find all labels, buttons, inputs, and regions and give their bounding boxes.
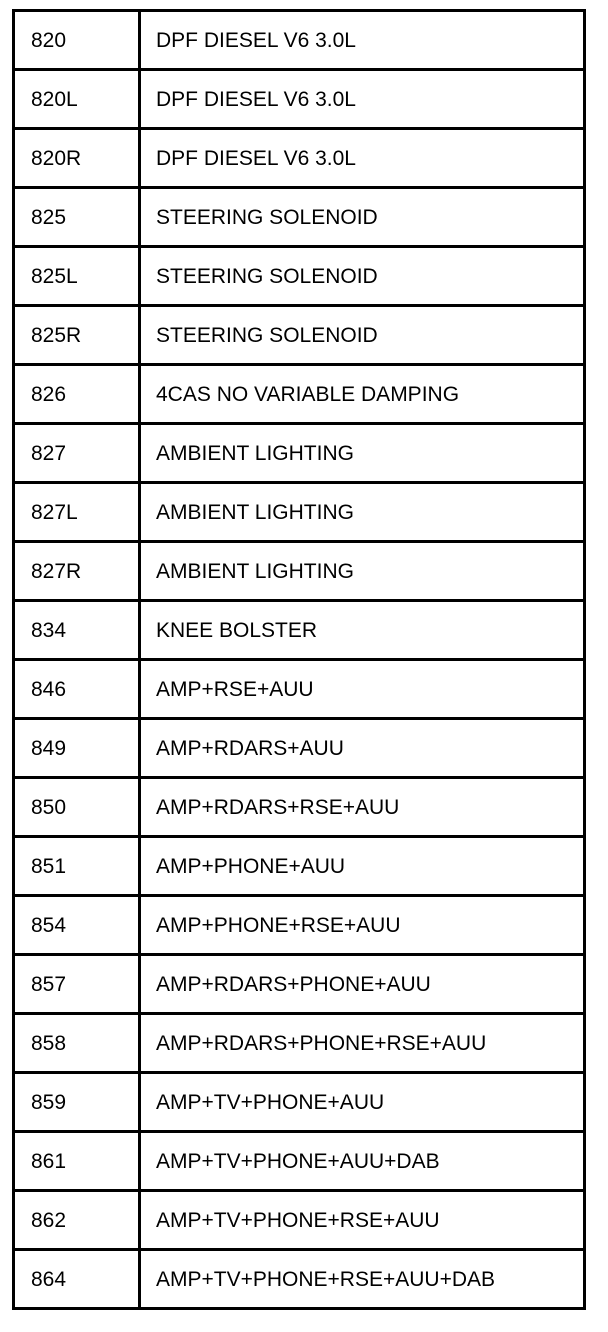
table-row	[14, 129, 585, 188]
table-row	[14, 778, 585, 837]
option-code-cell: 826	[14, 365, 140, 424]
option-code-cell: 820L	[14, 70, 140, 129]
table-row	[14, 1014, 585, 1073]
option-description-cell: AMP+RDARS+PHONE+AUU	[140, 955, 585, 1014]
option-code-cell: 854	[14, 896, 140, 955]
option-description-cell: AMP+RDARS+RSE+AUU	[140, 778, 585, 837]
option-description-cell: AMP+TV+PHONE+RSE+AUU+DAB	[140, 1250, 585, 1309]
option-code-table	[12, 9, 586, 1310]
option-description-cell: AMBIENT LIGHTING	[140, 424, 585, 483]
option-code-cell: 849	[14, 719, 140, 778]
table-row	[14, 306, 585, 365]
table-row	[14, 955, 585, 1014]
option-description-cell: AMP+RDARS+AUU	[140, 719, 585, 778]
option-code-cell: 861	[14, 1132, 140, 1191]
table-row	[14, 424, 585, 483]
option-code-cell: 862	[14, 1191, 140, 1250]
option-description-cell: KNEE BOLSTER	[140, 601, 585, 660]
table-row	[14, 483, 585, 542]
option-description-cell: AMP+RSE+AUU	[140, 660, 585, 719]
option-code-cell: 864	[14, 1250, 140, 1309]
table-row	[14, 542, 585, 601]
option-code-cell: 857	[14, 955, 140, 1014]
option-code-cell: 825	[14, 188, 140, 247]
option-code-cell: 825L	[14, 247, 140, 306]
option-description-cell: DPF DIESEL V6 3.0L	[140, 129, 585, 188]
table-row	[14, 1191, 585, 1250]
option-description-cell: AMP+TV+PHONE+AUU+DAB	[140, 1132, 585, 1191]
table-row	[14, 1132, 585, 1191]
option-description-cell: 4CAS NO VARIABLE DAMPING	[140, 365, 585, 424]
option-description-cell: DPF DIESEL V6 3.0L	[140, 70, 585, 129]
table-row	[14, 70, 585, 129]
option-description-cell: STEERING SOLENOID	[140, 188, 585, 247]
option-code-cell: 846	[14, 660, 140, 719]
option-code-cell: 820R	[14, 129, 140, 188]
table-row	[14, 247, 585, 306]
option-code-cell: 850	[14, 778, 140, 837]
option-description-cell: AMP+PHONE+AUU	[140, 837, 585, 896]
table-row	[14, 365, 585, 424]
option-code-cell: 859	[14, 1073, 140, 1132]
option-description-cell: AMP+PHONE+RSE+AUU	[140, 896, 585, 955]
option-code-cell: 825R	[14, 306, 140, 365]
option-description-cell: AMP+TV+PHONE+RSE+AUU	[140, 1191, 585, 1250]
option-description-cell: DPF DIESEL V6 3.0L	[140, 11, 585, 70]
option-code-cell: 827R	[14, 542, 140, 601]
option-code-cell: 851	[14, 837, 140, 896]
option-code-cell: 858	[14, 1014, 140, 1073]
table-row	[14, 837, 585, 896]
table-row	[14, 896, 585, 955]
option-description-cell: STEERING SOLENOID	[140, 247, 585, 306]
table-row	[14, 1250, 585, 1309]
option-description-cell: AMP+TV+PHONE+AUU	[140, 1073, 585, 1132]
option-description-cell: STEERING SOLENOID	[140, 306, 585, 365]
table-row	[14, 1073, 585, 1132]
option-description-cell: AMBIENT LIGHTING	[140, 483, 585, 542]
table-row	[14, 11, 585, 70]
option-code-cell: 827	[14, 424, 140, 483]
table-row	[14, 719, 585, 778]
table-row	[14, 601, 585, 660]
option-code-cell: 827L	[14, 483, 140, 542]
table-row	[14, 188, 585, 247]
table-body	[14, 11, 585, 1309]
table-row	[14, 660, 585, 719]
option-code-cell: 820	[14, 11, 140, 70]
option-description-cell: AMBIENT LIGHTING	[140, 542, 585, 601]
option-code-cell: 834	[14, 601, 140, 660]
option-description-cell: AMP+RDARS+PHONE+RSE+AUU	[140, 1014, 585, 1073]
